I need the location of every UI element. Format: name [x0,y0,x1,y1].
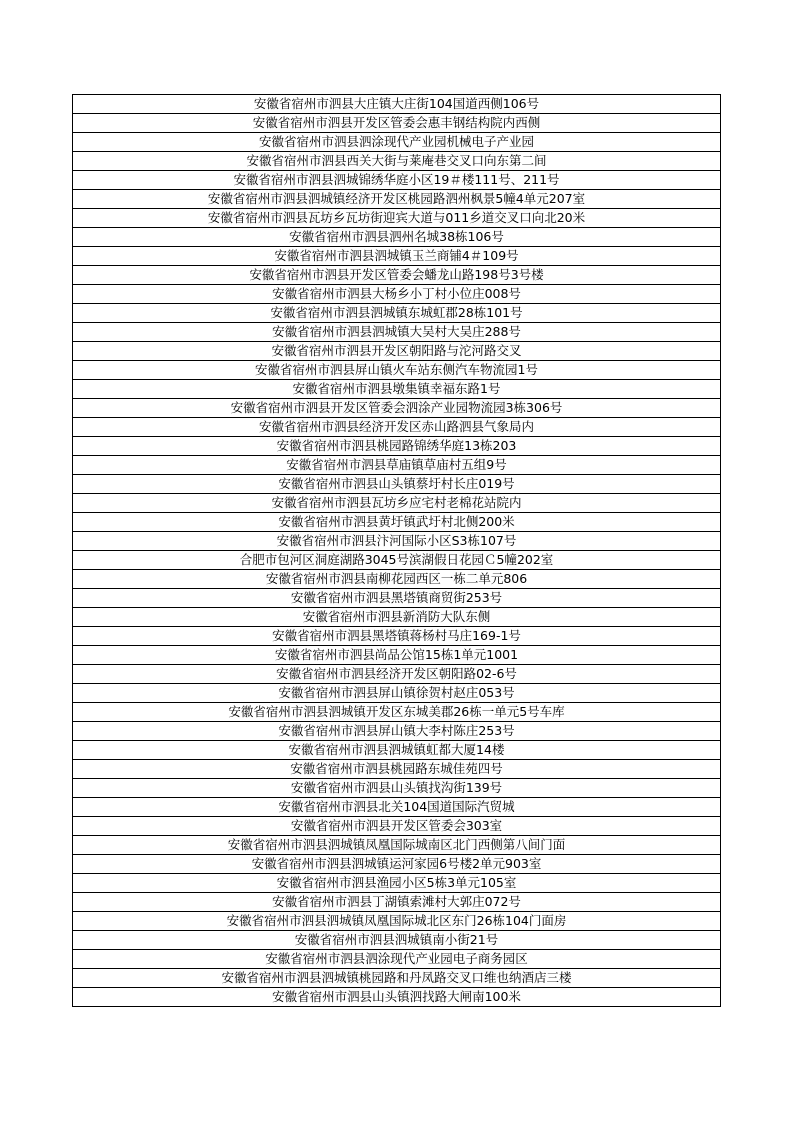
address-cell: 安徽省宿州市泗县泗城镇大吴村大吴庄288号 [73,323,721,342]
address-cell: 安徽省宿州市泗县瓦坊乡瓦坊街迎宾大道与011乡道交叉口向北20米 [73,209,721,228]
address-cell: 安徽省宿州市泗县墩集镇幸福东路1号 [73,380,721,399]
table-row [73,494,721,513]
address-cell: 安徽省宿州市泗县开发区管委会惠丰钢结构院内西侧 [73,114,721,133]
address-cell: 安徽省宿州市泗县屏山镇大李村陈庄253号 [73,722,721,741]
address-cell: 安徽省宿州市泗县泗城镇开发区东城美郡26栋一单元5号车库 [73,703,721,722]
table-row [73,874,721,893]
table-row [73,570,721,589]
address-cell: 安徽省宿州市泗县泗城镇东城虹郡28栋101号 [73,304,721,323]
address-cell: 安徽省宿州市泗县瓦坊乡应宅村老棉花站院内 [73,494,721,513]
address-cell: 安徽省宿州市泗县开发区管委会蟠龙山路198号3号楼 [73,266,721,285]
table-row [73,475,721,494]
table-row [73,380,721,399]
table-row [73,285,721,304]
address-cell: 安徽省宿州市泗县泗城镇经济开发区桃园路泗州枫景5幢4单元207室 [73,190,721,209]
address-cell: 安徽省宿州市泗县草庙镇草庙村五组9号 [73,456,721,475]
table-row [73,437,721,456]
address-cell: 安徽省宿州市泗县山头镇泗找路大闸南100米 [73,988,721,1007]
address-cell: 安徽省宿州市泗县汴河国际小区S3栋107号 [73,532,721,551]
table-row [73,171,721,190]
table-row [73,532,721,551]
table-row [73,665,721,684]
table-row [73,893,721,912]
address-cell: 安徽省宿州市泗县南柳花园西区一栋二单元806 [73,570,721,589]
table-row [73,323,721,342]
table-row [73,418,721,437]
table-row [73,95,721,114]
table-row [73,304,721,323]
address-cell: 安徽省宿州市泗县泗城镇玉兰商铺4＃109号 [73,247,721,266]
address-table-body [73,95,721,1007]
table-row [73,190,721,209]
address-cell: 安徽省宿州市泗县泗州名城38栋106号 [73,228,721,247]
address-table [72,94,721,1007]
address-cell: 安徽省宿州市泗县泗城镇桃园路和丹凤路交叉口维也纳酒店三楼 [73,969,721,988]
table-row [73,722,721,741]
table-row [73,399,721,418]
address-cell: 合肥市包河区洞庭湖路3045号滨湖假日花园Ｃ5幢202室 [73,551,721,570]
table-row [73,266,721,285]
table-row [73,551,721,570]
table-row [73,741,721,760]
table-row [73,513,721,532]
table-row [73,114,721,133]
address-cell: 安徽省宿州市泗县开发区管委会303室 [73,817,721,836]
address-cell: 安徽省宿州市泗县泗城镇凤凰国际城北区东门26栋104门面房 [73,912,721,931]
table-row [73,969,721,988]
table-row [73,646,721,665]
table-row [73,228,721,247]
table-row [73,912,721,931]
address-cell: 安徽省宿州市泗县大庄镇大庄街104国道西侧106号 [73,95,721,114]
table-row [73,950,721,969]
address-cell: 安徽省宿州市泗县泗城镇虹都大厦14楼 [73,741,721,760]
table-row [73,817,721,836]
table-row [73,760,721,779]
address-cell: 安徽省宿州市泗县渔园小区5栋3单元105室 [73,874,721,893]
address-cell: 安徽省宿州市泗县泗城镇运河家园6号楼2单元903室 [73,855,721,874]
address-cell: 安徽省宿州市泗县山头镇找沟街139号 [73,779,721,798]
address-cell: 安徽省宿州市泗县黑塔镇商贸街253号 [73,589,721,608]
table-row [73,209,721,228]
table-row [73,703,721,722]
address-cell: 安徽省宿州市泗县泗城镇凤凰国际城南区北门西侧第八间门面 [73,836,721,855]
table-row [73,988,721,1007]
table-row [73,342,721,361]
table-row [73,361,721,380]
address-cell: 安徽省宿州市泗县屏山镇徐贺村赵庄053号 [73,684,721,703]
address-cell: 安徽省宿州市泗县桃园路锦绣华庭13栋203 [73,437,721,456]
address-cell: 安徽省宿州市泗县大杨乡小丁村小位庄008号 [73,285,721,304]
table-row [73,608,721,627]
address-cell: 安徽省宿州市泗县泗涂现代产业园电子商务园区 [73,950,721,969]
address-cell: 安徽省宿州市泗县北关104国道国际汽贸城 [73,798,721,817]
address-cell: 安徽省宿州市泗县新消防大队东侧 [73,608,721,627]
table-row [73,247,721,266]
table-row [73,152,721,171]
address-cell: 安徽省宿州市泗县开发区管委会泗涂产业园物流园3栋306号 [73,399,721,418]
address-cell: 安徽省宿州市泗县泗城锦绣华庭小区19＃楼111号、211号 [73,171,721,190]
address-cell: 安徽省宿州市泗县尚品公馆15栋1单元1001 [73,646,721,665]
address-cell: 安徽省宿州市泗县泗涂现代产业园机械电子产业园 [73,133,721,152]
address-cell: 安徽省宿州市泗县经济开发区朝阳路02-6号 [73,665,721,684]
address-cell: 安徽省宿州市泗县山头镇蔡圩村长庄019号 [73,475,721,494]
address-cell: 安徽省宿州市泗县丁湖镇索滩村大郭庄072号 [73,893,721,912]
table-row [73,931,721,950]
table-row [73,798,721,817]
address-cell: 安徽省宿州市泗县黄圩镇武圩村北侧200米 [73,513,721,532]
table-row [73,855,721,874]
address-cell: 安徽省宿州市泗县黑塔镇蒋杨村马庄169-1号 [73,627,721,646]
address-cell: 安徽省宿州市泗县桃园路东城佳苑四号 [73,760,721,779]
address-cell: 安徽省宿州市泗县泗城镇南小街21号 [73,931,721,950]
address-cell: 安徽省宿州市泗县西关大街与莱庵巷交叉口向东第二间 [73,152,721,171]
table-row [73,684,721,703]
address-cell: 安徽省宿州市泗县经济开发区赤山路泗县气象局内 [73,418,721,437]
table-row [73,456,721,475]
table-row [73,836,721,855]
address-cell: 安徽省宿州市泗县开发区朝阳路与沱河路交叉 [73,342,721,361]
table-row [73,589,721,608]
table-row [73,779,721,798]
address-cell: 安徽省宿州市泗县屏山镇火车站东侧汽车物流园1号 [73,361,721,380]
table-row [73,627,721,646]
table-row [73,133,721,152]
